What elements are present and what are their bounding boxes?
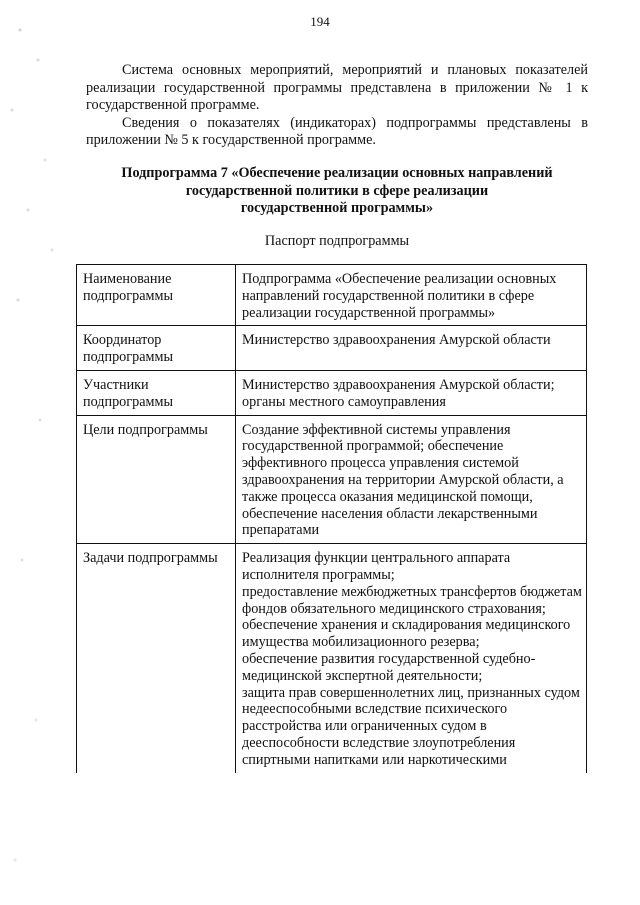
intro-paragraph-2: Сведения о показателях (индикаторах) подпрограммы представлены в приложении № 5 к государственной программе. (86, 114, 588, 149)
row-label-goals: Цели подпрограммы (77, 415, 236, 544)
table-row (77, 370, 587, 415)
task-line: Реализация функции центрального аппарата исполнителя программы; (242, 550, 511, 583)
row-label-tasks: Задачи подпрограммы (77, 544, 236, 773)
heading-line-1: Подпрограмма 7 «Обеспечение реализации основных направлений (121, 165, 553, 181)
row-label-name: Наименование подпрограммы (77, 265, 236, 326)
table-row (77, 415, 587, 544)
intro-paragraph-1: Система основных мероприятий, мероприятий и плановых показателей реализации государственной программы представлена в приложении № 1 к государственной программе. (86, 62, 588, 114)
page-number: 194 (310, 14, 330, 29)
row-label-participants: Участники подпрограммы (77, 370, 236, 415)
scan-edge-noise (0, 0, 70, 905)
passport-table (76, 264, 587, 773)
intro-text (86, 62, 588, 150)
passport-title: Паспорт подпрограммы (264, 233, 410, 249)
heading-line-3: государственной программы» (240, 200, 434, 217)
heading-line-2: государственной политики в сфере реализации (185, 182, 489, 199)
row-label-coordinator: Координатор подпрограммы (77, 326, 236, 371)
table-row (77, 326, 587, 371)
task-line: обеспечение хранения и складирования медицинского имущества мобилизационного резерва; (242, 617, 571, 651)
table-row (77, 544, 587, 773)
task-line: защита прав совершеннолетних лиц, признанных судом недееспособными вследствие психического расстройства или ограниченных судом в дееспособности вследствие злоупотребления спиртными напитками или наркотическими (242, 684, 580, 768)
row-value-name: Подпрограмма «Обеспечение реализации основных направлений государственной политики в сфере реализации государственной программы» (236, 265, 587, 326)
table-row (77, 265, 587, 326)
task-line: предоставление межбюджетных трансфертов бюджетам фондов обязательного медицинского страхования; (242, 583, 582, 617)
task-line: обеспечение развития государственной судебно-медицинской экспертной деятельности; (242, 650, 536, 684)
subprogram-heading (86, 165, 588, 218)
row-value-participants: Министерство здравоохранения Амурской области; органы местного самоуправления (236, 370, 587, 415)
row-value-goals: Создание эффективной системы управления государственной программой; обеспечение эффективного процесса управления системой здравоохранения на территории Амурской области, а также процесса оказания медицинской помощи, обеспечение населения области лекарственными препаратами (236, 415, 587, 544)
row-value-tasks (236, 544, 587, 773)
row-value-coordinator: Министерство здравоохранения Амурской области (236, 326, 587, 371)
